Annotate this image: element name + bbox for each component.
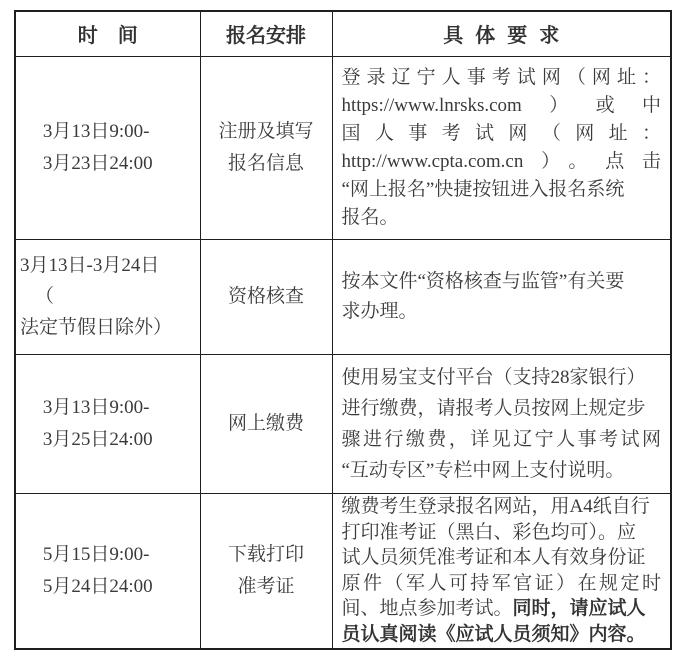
time-cell — [15, 56, 200, 239]
table-row-admission-ticket — [15, 493, 671, 649]
text-segment: 进行缴费，请报考人员按网上规定步 — [341, 397, 646, 419]
table-row-qualification — [15, 239, 671, 354]
text-line — [342, 362, 662, 393]
text-line — [201, 281, 332, 313]
text-segment: 国人事考试网（网址： — [341, 122, 661, 144]
text-line — [342, 297, 662, 327]
text-segment: “网上报名”快捷按钮进入报名系统 — [341, 178, 625, 200]
text-segment: 骤进行缴费，详见辽宁人事考试网 — [341, 428, 661, 450]
text-segment: http://www.cpta.com.cn）。点击 — [341, 150, 661, 172]
text-line — [201, 571, 332, 603]
requirements-cell — [332, 493, 671, 649]
requirements-cell — [332, 354, 671, 493]
text-line — [20, 281, 198, 312]
text-segment: 报名。 — [341, 206, 399, 228]
text-line — [43, 148, 153, 180]
text-line — [201, 148, 332, 180]
text-segment: 间、地点参加考试。 — [341, 598, 513, 620]
text-line — [342, 120, 662, 148]
time-text — [43, 539, 153, 603]
text-segment: “互动专区”专栏中网上支付说明。 — [341, 459, 625, 481]
text-line — [342, 393, 662, 424]
text-line — [342, 596, 662, 622]
text-segment: 报名信息 — [227, 152, 304, 174]
text-line — [43, 571, 153, 603]
text-segment: （ — [35, 286, 55, 307]
text-line — [201, 408, 332, 440]
text-line — [342, 64, 662, 92]
text-segment: 缴费考生登录报名网站，用A4纸自行 — [341, 496, 650, 518]
bold-text-segment: 同时，请应试人 — [512, 598, 646, 620]
text-segment: 3月25日24:00 — [42, 428, 153, 450]
text-line — [342, 267, 662, 297]
text-line — [201, 539, 332, 571]
header-requirements: 具 体 要 求 — [332, 11, 671, 56]
arrangement-cell — [200, 354, 332, 493]
text-segment: 网上缴费 — [227, 412, 304, 434]
text-segment: 3月13日-3月24日 — [20, 255, 160, 276]
arrangement-cell — [200, 493, 332, 649]
bold-text-segment: 员认真阅读《应试人员须知》内容。 — [341, 623, 646, 645]
text-line — [20, 312, 198, 343]
text-segment: https://www.lnrsks.com）或中 — [341, 94, 661, 116]
text-line — [342, 92, 662, 120]
text-segment: 3月13日9:00- — [42, 120, 150, 142]
text-line — [201, 116, 332, 148]
text-line — [20, 250, 198, 281]
registration-schedule-table — [14, 10, 672, 650]
text-segment: 使用易宝支付平台（支持28家银行） — [341, 366, 646, 388]
text-line — [342, 545, 662, 571]
text-segment: 准考证 — [237, 575, 295, 597]
text-segment: 求办理。 — [341, 300, 418, 322]
text-segment: 5月24日24:00 — [42, 575, 153, 597]
text-line — [342, 176, 662, 204]
text-line — [342, 494, 662, 520]
text-segment: 原件（军人可持军官证）在规定时 — [341, 572, 661, 594]
arrangement-cell — [200, 239, 332, 354]
arrangement-cell — [200, 56, 332, 239]
text-line — [342, 148, 662, 176]
requirements-cell — [332, 239, 671, 354]
time-text — [43, 116, 153, 180]
table-row-register — [15, 56, 671, 239]
text-segment: 登录辽宁人事考试网（网址： — [341, 66, 661, 88]
text-line — [342, 571, 662, 597]
text-segment: 资格核查 — [227, 285, 304, 307]
text-segment: 5月15日9:00- — [42, 543, 150, 565]
time-text — [20, 250, 198, 343]
text-segment: 3月13日9:00- — [42, 396, 150, 418]
header-arrangement: 报名安排 — [200, 11, 332, 56]
text-segment: 法定节假日除外） — [20, 317, 173, 338]
text-segment: 试人员须凭准考证和本人有效身份证 — [341, 547, 646, 569]
text-line — [342, 204, 662, 232]
text-line — [342, 520, 662, 546]
header-row — [15, 11, 671, 56]
time-cell — [15, 354, 200, 493]
text-segment: 下载打印 — [227, 543, 304, 565]
text-line — [342, 455, 662, 486]
text-line — [342, 622, 662, 648]
text-segment: 3月23日24:00 — [42, 152, 153, 174]
header-time: 时 间 — [15, 11, 200, 56]
text-segment: 注册及填写 — [218, 120, 314, 142]
requirements-cell — [332, 56, 671, 239]
text-line — [342, 424, 662, 455]
time-cell — [15, 493, 200, 649]
time-text — [43, 392, 153, 456]
text-line — [43, 392, 153, 424]
text-line — [43, 424, 153, 456]
text-segment: 打印准考证（黑白、彩色均可）。应 — [341, 521, 637, 543]
text-line — [43, 539, 153, 571]
text-segment: 按本文件“资格核查与监管”有关要 — [341, 270, 625, 292]
time-cell — [15, 239, 200, 354]
text-line — [43, 116, 153, 148]
table-row-payment — [15, 354, 671, 493]
